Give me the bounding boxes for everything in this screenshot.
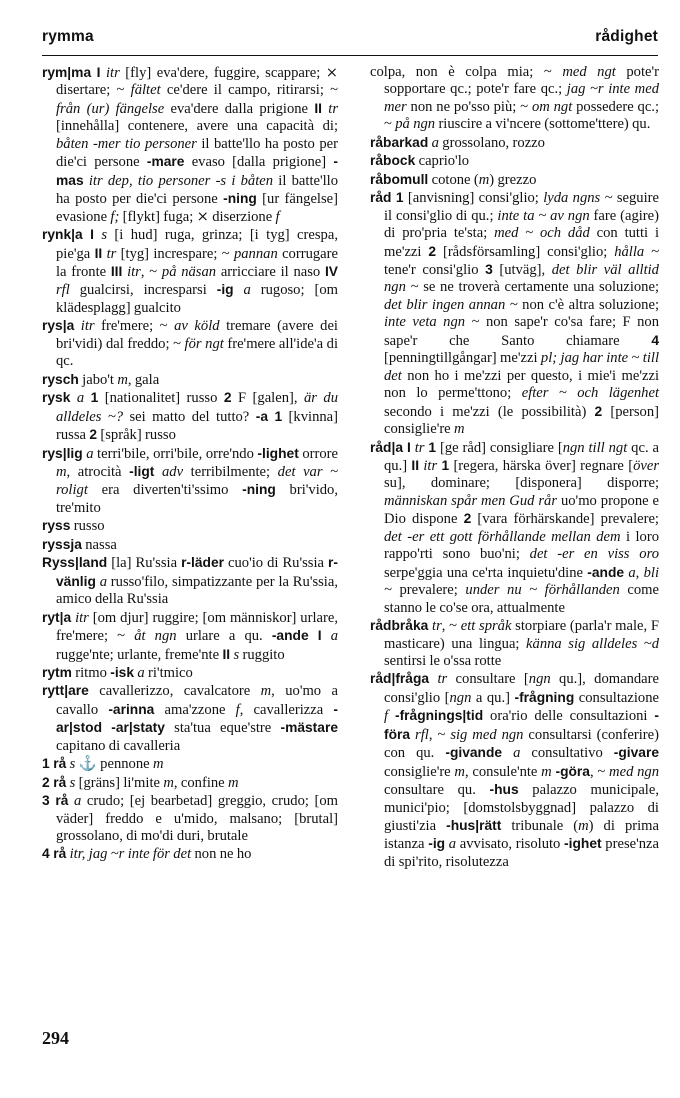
dictionary-entry: råbock caprio'lo (370, 153, 470, 170)
dictionary-entry: ryt|a itr [om djur] ruggire; [om människor] urlare, fre'mere; ~ åt ngn urlare a qu. -ande I a rugge'nte; urlante, freme'nte II s ruggito (42, 609, 339, 663)
left-column (42, 64, 338, 864)
dictionary-entry: råbarkad a grossolano, rozzo (370, 134, 545, 151)
dictionary-entry: råd 1 [anvisning] consi'glio; lyda ngns ~ seguire il consi'glio di qu.; inte ta ~ av ngn fare (agire) di pro'pria te'sta; med ~ och dåd con tutti i me'zzi 2 [rådsförsamling] consi'glio; hålla ~ tene'r consi'glio 3 [utväg], det blir väl alltid ngn ~ se ne troverà certamente una soluzione; det blir ingen annan ~ non c'è altra soluzione; inte veta ngn ~ non sape'r co'sa fare; F non sape'r che Santo chiamare 4 [penningtillgångar] me'zzi pl; jag har inte ~ till det non ho i me'zzi per questo, i mie'i me'zzi non lo perme'ttono; efter ~ och lägenhet secondo i me'zzi (le possibilità) 2 [person] consiglie're m (370, 190, 660, 438)
dictionary-entry: rys|lig a terri'bile, orri'bile, orre'ndo -lighet orrore m, atrocità -ligt adv terribilmente; det var ~ roligt era diverten'ti'ssimo -ning bri'vido, tre'mito (42, 445, 339, 516)
right-guide-word: rådighet (595, 28, 658, 45)
header-rule (42, 55, 658, 56)
right-column (370, 64, 659, 871)
dictionary-entry: rådbråka tr, ~ ett språk storpiare (parla'r male, F masticare) una lingua; känna sig alldeles ~d sentirsi le o'ssa rotte (370, 618, 659, 669)
dictionary-entry: råd|a I tr 1 [ge råd] consigliare [ngn till ngt qc. a qu.] II itr 1 [regera, härska över] regnare [över su], dominare; [disponera] disporre; människan spår men Gud rår uo'mo propone e Dio dispone 2 [vara förhärskande] prevalere; det -er ett gott förhållande mellan dem i loro rappo'rti sono buo'ni; det -er en viss oro serpe'ggia una ce'rta inquietu'dine -ande a, bli ~ prevalere; under nu ~ förhållanden come stanno le co'se ora, attualmente (370, 439, 660, 616)
dictionary-entry: ryssja nassa (42, 536, 117, 553)
dictionary-entry: colpa, non è colpa mia; ~ med ngt pote'r sopportare qc.; pote'r fare qc.; jag ~r inte med mer non ne po'sso più; ~ om ngt possedere qc.; ~ på ngn riuscire a vi'ncere (sottome'ttere) qu. (370, 64, 660, 133)
dictionary-entry: rytt|are cavallerizzo, cavalcatore m, uo'mo a cavallo -arinna ama'zzone f, cavallerizza -ar|stod -ar|staty sta'tua eque'stre -mästare capitano di cavalleria (42, 683, 338, 754)
dictionary-entry: 4 rå itr, jag ~r inte för det non ne ho (42, 846, 252, 863)
dictionary-entry: 2 rå s [gräns] li'mite m, confine m (42, 774, 239, 791)
dictionary-entry: rysk a 1 [nationalitet] russo 2 F [galen], är du alldeles ~? sei matto del tutto? -a 1 [kvinna] russa 2 [språk] russo (42, 390, 338, 444)
dictionary-entry: rys|a itr fre'mere; ~ av köld tremare (avere dei bri'vidi) dal freddo; ~ för ngt fre'mere all'ide'a di qc. (42, 318, 338, 370)
dictionary-entry: rytm ritmo -isk a ri'tmico (42, 664, 193, 681)
dictionary-entry: råbomull cotone (m) grezzo (370, 171, 537, 188)
dictionary-entry: råd|fråga tr consultare [ngn qu.], domandare consi'glio [ngn a qu.] -frågning consultazione f -frågnings|tid ora'rio delle consultazioni -föra rfl, ~ sig med ngn consultarsi (conferire) con qu. -givande a consultativo -givare consiglie're m, consule'nte m -göra, ~ med ngn consultare qu. -hus palazzo municipale, munici'pio; [domstolsbyggnad] palazzo di giusti'zia -hus|rätt tribunale (m) di prima istanza -ig a avvisato, risoluto -ighet prese'nza di spi'rito, risolutezza (370, 671, 660, 870)
dictionary-entry: ryss russo (42, 518, 105, 535)
dictionary-entry: rysch jabo't m, gala (42, 371, 160, 388)
page-number: 294 (42, 1028, 69, 1048)
left-guide-word: rymma (42, 28, 94, 45)
dictionary-entry: Ryss|land [la] Ru'ssia r-läder cuo'io di Ru'ssia r-vänlig a russo'filo, simpatizzante per la Ru'ssia, amico della Ru'ssia (42, 555, 338, 608)
dictionary-entry: rynk|a I s [i hud] ruga, grinza; [i tyg] crespa, pie'ga II tr [tyg] increspare; ~ pannan corrugare la fronte III itr, ~ på näsan arricciare il naso IV rfl gualcirsi, incresparsi -ig a rugoso; [om klädesplagg] gualcito (42, 227, 338, 316)
running-header (42, 24, 658, 52)
dictionary-entry: rym|ma I itr [fly] eva'dere, fuggire, scappare; ⨯ disertare; ~ fältet ce'dere il campo, ritirarsi; ~ från (ur) fängelse eva'dere dalla prigione II tr [innehålla] contenere, avere una capacità di; båten -mer tio personer il batte'llo ha posto per die'ci persone -mare evaso [dalla prigione] -mas itr dep, tio personer -s i båten il batte'llo ha posto per die'ci persone -ning [ur fängelse] evasione f; [flykt] fuga; ⨯ diserzione f (42, 65, 339, 225)
dictionary-entry: 1 rå s ⚓ pennone m (42, 756, 164, 773)
dictionary-entry: 3 rå a crudo; [ej bearbetad] greggio, crudo; [om väder] freddo e u'mido, malsano; [brutal] grossolano, di mo'di duri, brutale (42, 793, 339, 845)
